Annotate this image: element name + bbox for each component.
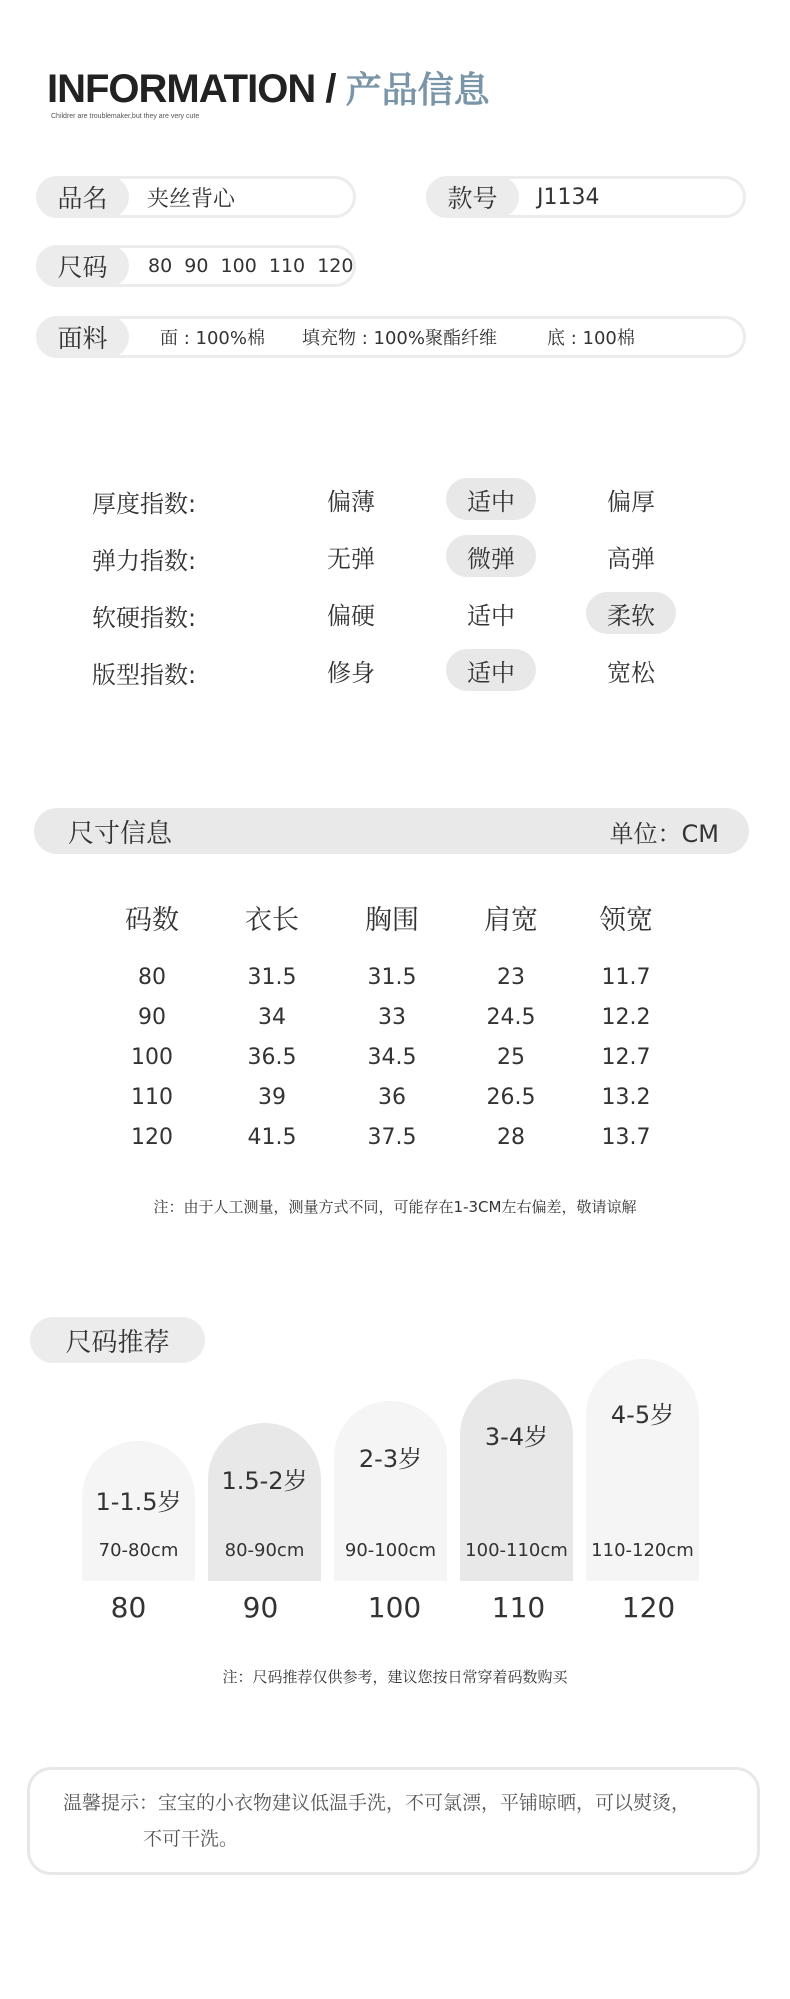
index-thickness-opt-1: 偏薄 <box>327 487 375 516</box>
care-tip-line-2: 不可干洗。 <box>143 1828 239 1850</box>
arch-age: 2-3岁 <box>358 1445 423 1473</box>
table-cell: 24.5 <box>486 1005 536 1030</box>
index-elasticity-opt-3: 高弹 <box>607 544 655 573</box>
arch-age: 1-1.5岁 <box>95 1488 182 1516</box>
arch-size: 100 <box>367 1591 422 1624</box>
table-cell: 100 <box>131 1045 173 1070</box>
table-cell: 110 <box>131 1085 173 1110</box>
arch-age: 3-4岁 <box>484 1423 549 1451</box>
index-elasticity-opt-1: 无弹 <box>327 544 375 573</box>
fabric-value-1: 面 : 100%棉 <box>160 328 265 349</box>
size-info-bar <box>34 808 749 854</box>
table-cell: 12.2 <box>601 1005 651 1030</box>
arch-size: 110 <box>491 1591 546 1624</box>
table-cell: 80 <box>138 965 166 990</box>
table-cell: 13.7 <box>601 1125 651 1150</box>
table-cell: 34.5 <box>367 1045 417 1070</box>
table-cell: 33 <box>378 1005 406 1030</box>
table-header: 胸围 <box>365 905 419 936</box>
table-cell: 90 <box>138 1005 166 1030</box>
size-info-unit: 单位：CM <box>609 819 719 848</box>
arch-age: 4-5岁 <box>610 1401 675 1429</box>
table-cell: 37.5 <box>367 1125 417 1150</box>
table-cell: 31.5 <box>367 965 417 990</box>
index-thickness-opt-2: 适中 <box>446 478 536 520</box>
table-cell: 120 <box>131 1125 173 1150</box>
title-en: INFORMATION / <box>47 67 336 111</box>
title-zh: 产品信息 <box>345 70 490 111</box>
index-fit-opt-2: 适中 <box>446 649 536 691</box>
arch-size: 90 <box>242 1591 279 1624</box>
arch-size: 120 <box>621 1591 676 1624</box>
table-cell: 26.5 <box>486 1085 536 1110</box>
table-cell: 13.2 <box>601 1085 651 1110</box>
info-fabric-pill <box>36 316 746 358</box>
page-subtitle: Childrer are troublemaker,but they are very cute <box>51 113 200 120</box>
fabric-value-3: 底 : 100棉 <box>547 328 635 349</box>
care-tip-line-1: 温馨提示：宝宝的小衣物建议低温手洗，不可氯漂，平铺晾晒，可以熨烫， <box>63 1792 691 1814</box>
index-softness-opt-3: 柔软 <box>586 592 676 634</box>
arch-range: 80-90cm <box>224 1540 305 1561</box>
info-size-pill <box>36 245 356 287</box>
index-fit-opt-3: 宽松 <box>607 658 655 687</box>
table-cell: 36 <box>378 1085 406 1110</box>
info-size-label: 尺码 <box>36 245 129 287</box>
info-model-value: J1134 <box>537 184 600 210</box>
index-label-fit: 版型指数: <box>92 661 197 689</box>
size-info-note: 注：由于人工测量，测量方式不同，可能存在1-3CM左右偏差，敬请谅解 <box>153 1198 637 1216</box>
arch-range: 100-110cm <box>465 1540 568 1561</box>
info-model-label: 款号 <box>426 176 519 218</box>
table-cell: 11.7 <box>601 965 651 990</box>
arch-range: 110-120cm <box>591 1540 694 1561</box>
arch-card <box>460 1379 573 1581</box>
index-softness-opt-2: 适中 <box>467 601 515 630</box>
table-cell: 36.5 <box>247 1045 297 1070</box>
info-name-pill <box>36 176 356 218</box>
arch-size: 80 <box>110 1591 147 1624</box>
table-header: 领宽 <box>599 905 653 936</box>
table-cell: 41.5 <box>247 1125 297 1150</box>
info-fabric-label: 面料 <box>36 316 129 358</box>
index-fit-opt-1: 修身 <box>327 658 375 687</box>
index-softness-opt-1: 偏硬 <box>327 601 375 630</box>
index-label-softness: 软硬指数: <box>92 604 197 632</box>
table-cell: 31.5 <box>247 965 297 990</box>
recommend-title: 尺码推荐 <box>30 1317 205 1363</box>
arch-range: 90-100cm <box>344 1540 437 1561</box>
page-title <box>47 62 490 113</box>
arch-card <box>334 1401 447 1581</box>
index-label-elasticity: 弹力指数: <box>92 547 197 575</box>
arch-age: 1.5-2岁 <box>221 1467 308 1495</box>
fabric-value-2: 填充物 : 100%聚酯纤维 <box>302 328 497 349</box>
table-cell: 39 <box>258 1085 286 1110</box>
info-name-value: 夹丝背心 <box>147 186 236 212</box>
info-model-pill <box>426 176 746 218</box>
recommend-note: 注：尺码推荐仅供参考，建议您按日常穿着码数购买 <box>222 1668 568 1686</box>
arch-card <box>586 1359 699 1581</box>
arch-card <box>82 1441 195 1581</box>
table-cell: 25 <box>497 1045 525 1070</box>
index-thickness-opt-3: 偏厚 <box>607 487 655 516</box>
table-header: 肩宽 <box>484 905 538 936</box>
index-label-thickness: 厚度指数: <box>92 490 197 518</box>
table-cell: 23 <box>497 965 525 990</box>
table-header: 码数 <box>125 905 179 936</box>
info-name-label: 品名 <box>36 176 129 218</box>
info-size-value: 80 90 100 110 120 <box>148 255 354 277</box>
table-cell: 28 <box>497 1125 525 1150</box>
care-tip-box <box>27 1767 760 1875</box>
table-cell: 12.7 <box>601 1045 651 1070</box>
table-cell: 34 <box>258 1005 286 1030</box>
arch-card <box>208 1423 321 1581</box>
size-info-title: 尺寸信息 <box>68 818 173 849</box>
index-elasticity-opt-2: 微弹 <box>446 535 536 577</box>
arch-range: 70-80cm <box>98 1540 179 1561</box>
table-header: 衣长 <box>245 905 299 936</box>
